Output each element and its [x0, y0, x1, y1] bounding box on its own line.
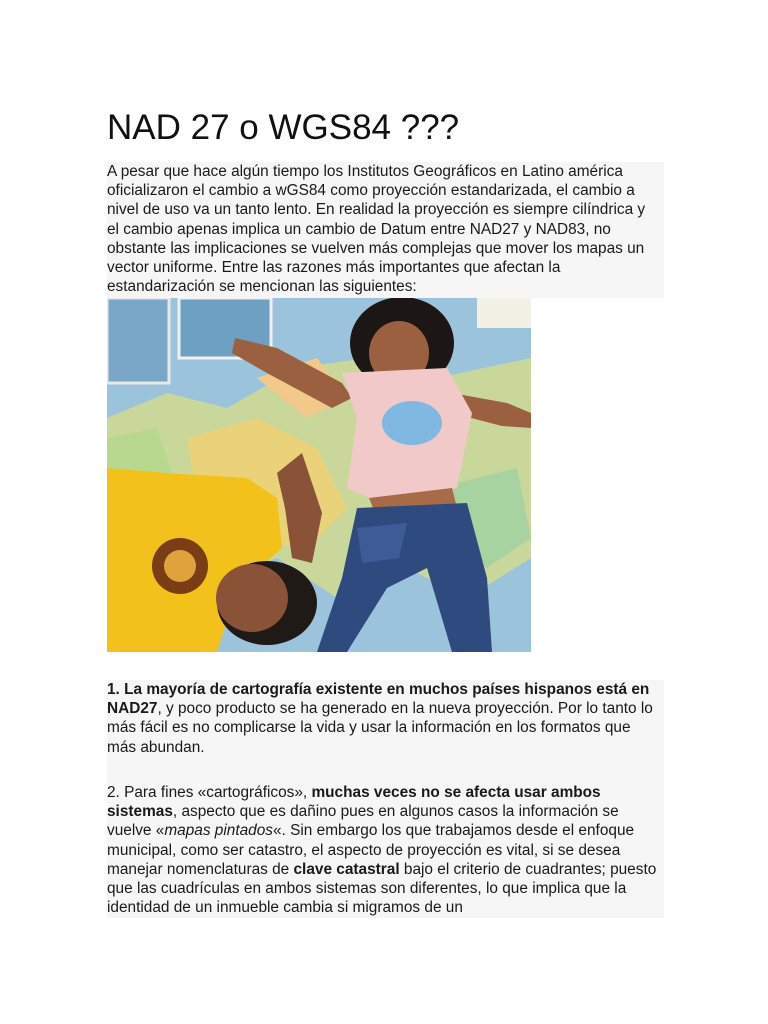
- point-2-bold-2: clave catastral: [293, 860, 400, 878]
- point-2-paragraph: [107, 783, 664, 918]
- intro-paragraph: A pesar que hace algún tiempo los Institutos Geográficos en Latino américa oficializaron el cambio a wGS84 como proyección estandarizada, el cambio a nivel de uso va un tanto lento. En realidad la proyección es siempre cilíndrica y el cambio apenas implica un cambio de Datum entre NAD27 y NAD83, no obstante las implicaciones se vuelven más complejas que mover los mapas un vector uniforme. Entre las razones más importantes que afectan la estandarización se mencionan las siguientes:: [107, 162, 664, 298]
- point-1-text: , y poco producto se ha generado en la nueva proyección. Por lo tanto lo más fácil es no complicarse la vida y usar la información en los formatos que más abundan.: [107, 700, 653, 756]
- point-1-paragraph: [107, 680, 664, 758]
- point-2-text-3: «. Sin embargo los que trabajamos desde el enfoque municipal, como ser catastro, el aspecto de proyección es vital, si se desea manejar nomenclaturas de: [107, 822, 635, 878]
- paragraph-gap: [107, 758, 664, 783]
- page-title: NAD 27 o WGS84 ???: [107, 108, 460, 147]
- point-2-text-2: , aspecto que es dañino pues en algunos casos la información se vuelve «: [107, 803, 619, 840]
- photo-illustration: [107, 298, 531, 652]
- point-2-italic: mapas pintados: [164, 822, 273, 840]
- point-1-bold: 1. La mayoría de cartografía existente en muchos países hispanos está en NAD27: [107, 681, 650, 718]
- point-2-text-1: 2. Para fines «cartográficos»,: [107, 784, 312, 801]
- photo-children-on-map: [107, 298, 531, 652]
- point-2-text-4: bajo el criterio de cuadrantes; puesto que las cuadrículas en ambos sistemas son diferentes, lo que implica que la identidad de un inmueble cambia si migramos de un: [107, 860, 657, 917]
- point-2-bold-1: muchas veces no se afecta usar ambos sistemas: [107, 784, 601, 821]
